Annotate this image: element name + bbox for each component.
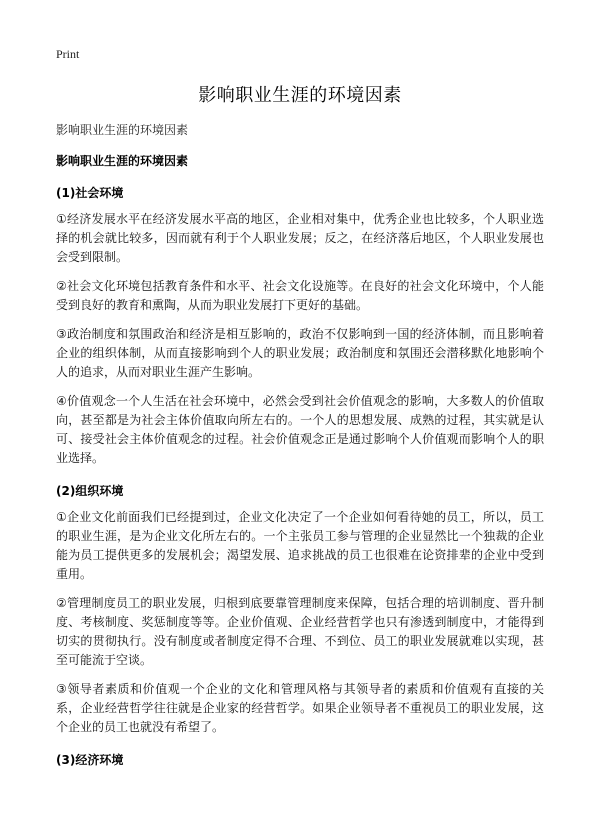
subsection-heading: (2)组织环境: [56, 484, 124, 498]
section-economic-environment: [56, 751, 544, 769]
subsection-heading: (1)社会环境: [56, 186, 124, 200]
paragraph: ①经济发展水平在经济发展水平高的地区，企业相对集中，优秀企业也比较多，个人职业选择的机会就比较多，因而就有利于个人职业发展；反之，在经济落后地区，个人职业发展也会受到限制。: [56, 212, 544, 264]
section-social-environment: [56, 184, 544, 468]
paragraph: ④价值观念一个人生活在社会环境中，必然会受到社会价值观念的影响，大多数人的价值取向，甚至都是为社会主体价值取向所左右的。一个人的思想发展、成熟的过程，其实就是认可、接受社会主体价值观念的过程。社会价值观念正是通过影响个人价值观而影响个人的职业选择。: [56, 394, 544, 465]
paragraph: ②社会文化环境包括教育条件和水平、社会文化设施等。在良好的社会文化环境中，个人能受到良好的教育和熏陶，从而为职业发展打下更好的基础。: [56, 279, 544, 312]
paragraph: ①企业文化前面我们已经提到过，企业文化决定了一个企业如何看待她的员工，所以，员工的职业生涯，是为企业文化所左右的。一个主张员工参与管理的企业显然比一个独裁的企业能为员工提供更多的发展机会；渴望发展、追求挑战的员工也很难在论资排辈的企业中受到重用。: [56, 510, 544, 581]
paragraph: ②管理制度员工的职业发展，归根到底要靠管理制度来保障，包括合理的培训制度、晋升制度、考核制度、奖惩制度等等。企业价值观、企业经营哲学也只有渗透到制度中，才能得到切实的贯彻执行。没有制度或者制度定得不合理、不到位、员工的职业发展就难以实现，甚至可能流于空谈。: [56, 596, 544, 667]
paragraph: ③政治制度和氛围政治和经济是相互影响的，政治不仅影响到一国的经济体制，而且影响着企业的组织体制，从而直接影响到个人的职业发展；政治制度和氛围还会潜移默化地影响个人的追求，从而对职业生涯产生影响。: [56, 327, 544, 379]
section-heading: 影响职业生涯的环境因素: [56, 154, 189, 168]
paragraph: ③领导者素质和价值观一个企业的文化和管理风格与其领导者的素质和价值观有直接的关系，企业经营哲学往往就是企业家的经营哲学。如果企业领导者不重视员工的职业发展，这个企业的员工也就没有希望了。: [56, 682, 544, 734]
page-title: 影响职业生涯的环境因素: [198, 85, 402, 106]
subsection-heading: (3)经济环境: [56, 753, 124, 767]
document-subtitle: 影响职业生涯的环境因素: [56, 123, 189, 137]
section-organization-environment: [56, 482, 544, 737]
print-link[interactable]: Print: [56, 47, 80, 61]
